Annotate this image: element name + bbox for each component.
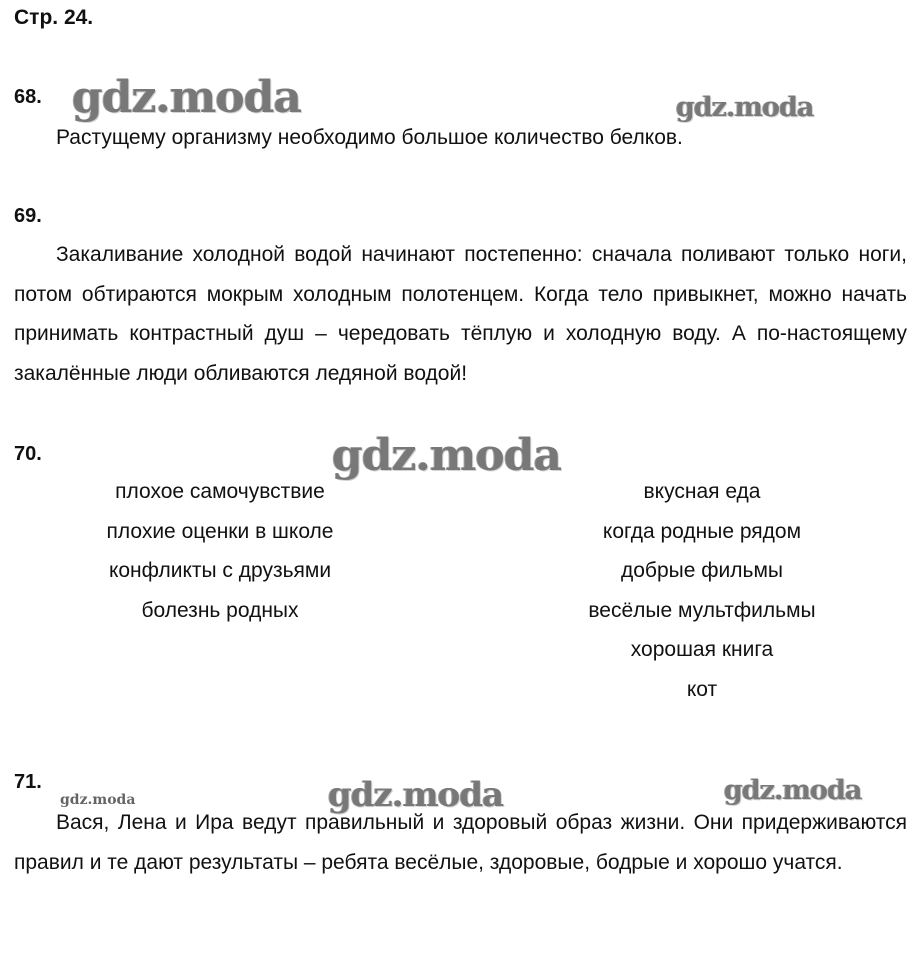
- task-70-right-item: когда родные рядом: [602, 519, 802, 543]
- watermark-logo: gdz.moda: [724, 775, 862, 806]
- task-69-text: [14, 235, 907, 393]
- watermark-logo: gdz.moda: [328, 775, 504, 815]
- task-70-right-item: хорошая книга: [630, 638, 774, 661]
- task-70-right-item: вкусная еда: [643, 480, 761, 503]
- task-70-left-item: болезнь родных: [141, 598, 299, 622]
- task-68-number: 68.: [14, 86, 42, 108]
- task-70-right-item: весёлые мультфильмы: [588, 598, 816, 622]
- task-71-number: 71.: [14, 771, 42, 793]
- watermark-logo: gdz.moda: [72, 72, 302, 123]
- task-68-text: [14, 118, 907, 158]
- watermark-logo: gdz.moda: [60, 792, 136, 808]
- page-header: Стр. 24.: [14, 6, 94, 29]
- task-70-left-column: [70, 472, 370, 630]
- task-70-left-item: конфликты с друзьями: [108, 559, 332, 582]
- task-71-answer: Вася, Лена и Ира ведут правильный и здоровый образ жизни. Они придерживаются правил и те дают результаты – ребята весёлые, здоровые, бодрые и хорошо учатся.: [14, 811, 907, 874]
- watermark-logo: gdz.moda: [676, 92, 814, 123]
- task-70-left-item: плохие оценки в школе: [106, 519, 334, 543]
- task-70-right-column: [552, 472, 852, 709]
- task-70-right-item: добрые фильмы: [621, 559, 783, 582]
- watermark-logo: gdz.moda: [332, 430, 562, 481]
- task-70-number: 70.: [14, 443, 42, 465]
- task-70-left-item: плохое самочувствие: [115, 480, 325, 503]
- task-69-number: 69.: [14, 205, 42, 227]
- task-69-answer: Закаливание холодной водой начинают постепенно: сначала поливают только ноги, потом обтираются мокрым холодным полотенцем. Когда тело привыкнет, можно начать принимать контрастный душ – чередовать тёплую и холодную воду. А по-настоящему закалённые люди обливаются ледяной водой!: [14, 243, 907, 385]
- task-70-right-item: кот: [686, 677, 718, 701]
- task-68-answer: Растущему организму необходимо большое количество белков.: [56, 126, 683, 149]
